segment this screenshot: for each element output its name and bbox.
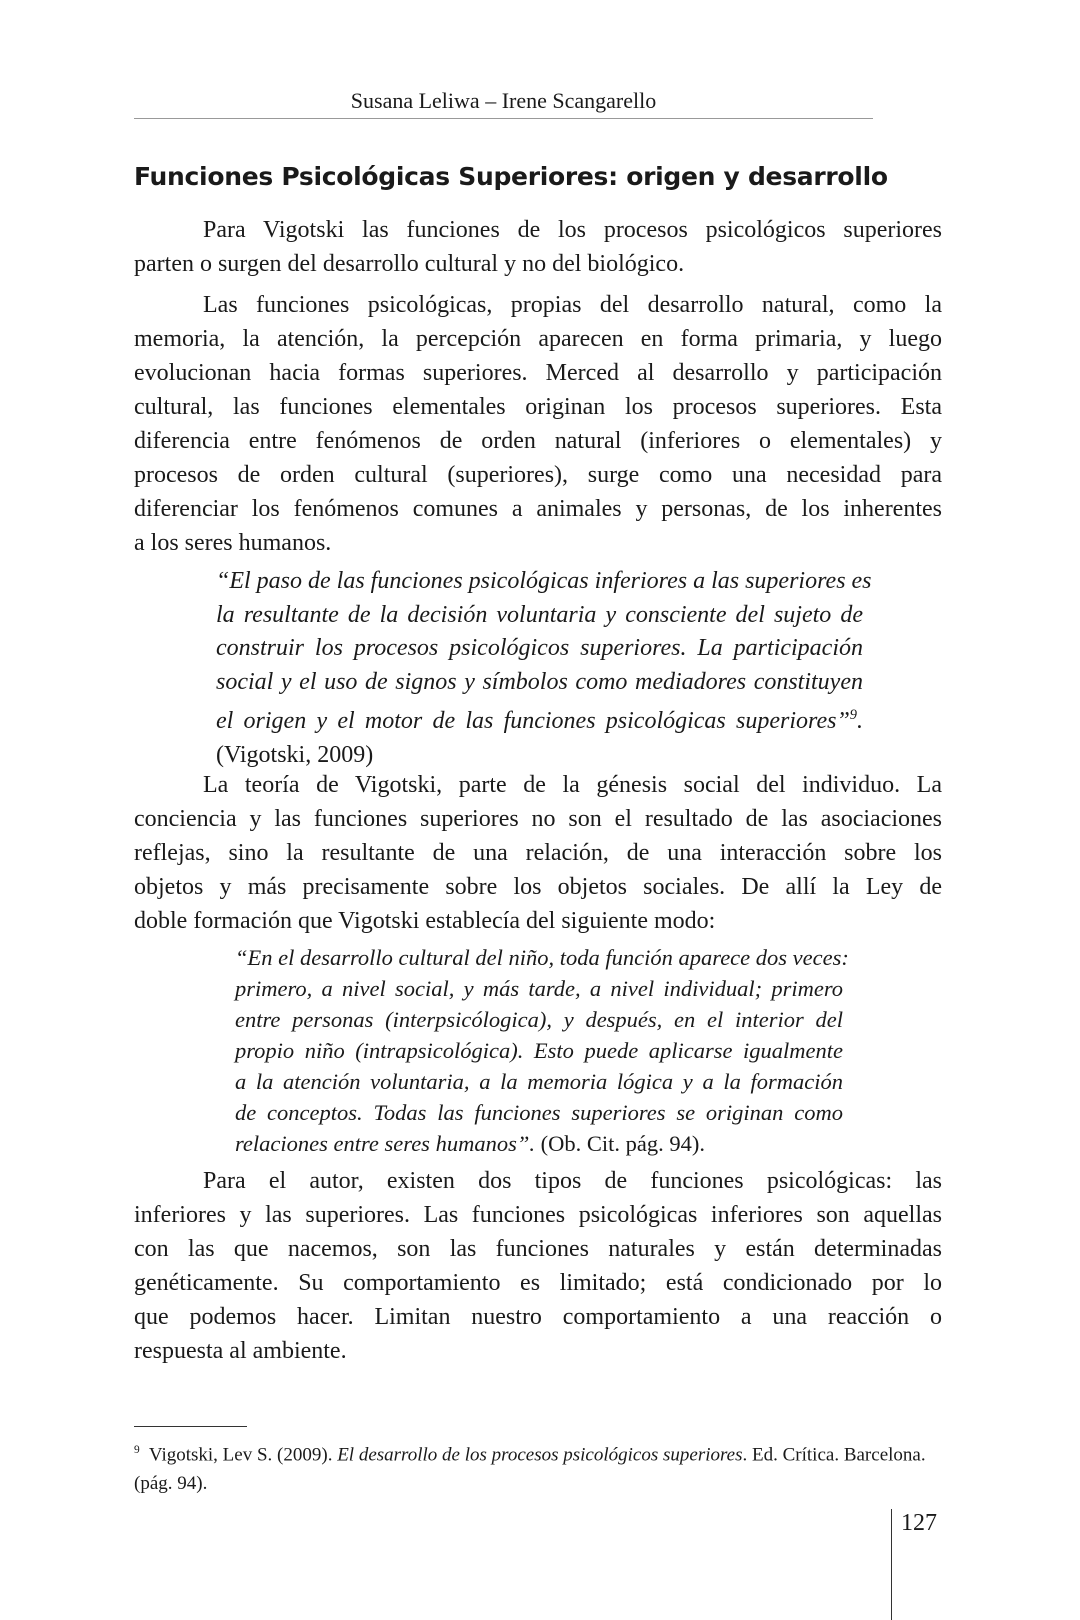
text-line: que podemos hacer. Limitan nuestro comportamiento a una reacción o [134,1304,942,1330]
paragraph-3 [134,768,942,938]
paragraph-4 [134,1164,942,1368]
text-line: Para Vigotski las funciones de los procesos psicológicos superiores [203,217,942,243]
footnote-line-2: (pág. 94). [134,1473,208,1495]
quote-line: social y el uso de signos y símbolos como mediadores constituyen [216,668,863,695]
text-line: respuesta al ambiente. [134,1338,347,1364]
text-line: diferenciar los fenómenos comunes a animales y personas, de los inherentes [134,496,942,522]
text-line: inferiores y las superiores. Las funciones psicológicas inferiores son aquellas [134,1202,942,1228]
footnote-publisher: . Ed. Crítica. Barcelona. [742,1444,926,1466]
quote-line: “El paso de las funciones psicológicas inferiores a las superiores es [216,568,872,594]
text-line: Para el autor, existen dos tipos de funciones psicológicas: las [203,1168,942,1194]
header-rule [134,118,873,119]
page-number: 127 [901,1510,937,1536]
paragraph-1 [134,213,942,281]
text-line: memoria, la atención, la percepción aparecen en forma primaria, y luego [134,326,942,352]
text-line: reflejas, sino la resultante de una relación, de una interacción sobre los [134,840,942,866]
quote-line: entre personas (interpsicólogica), y después, en el interior del [235,1007,843,1032]
block-quote-2 [235,942,849,1159]
text-line: diferencia entre fenómenos de orden natural (inferiores o elementales) y [134,428,942,454]
page-number-rule [891,1509,892,1620]
text-line: con las que nacemos, son las funciones naturales y están determinadas [134,1236,942,1262]
footnote-ref[interactable]: 9 [849,707,857,723]
text-line: evolucionan hacia formas superiores. Merced al desarrollo y participación [134,360,942,386]
footnote-number: 9 [134,1444,140,1456]
block-quote-1 [216,565,872,772]
quote-line-text: relaciones entre seres humanos”. [235,1131,535,1156]
quote-line [216,699,863,739]
text-line: La teoría de Vigotski, parte de la génesis social del individuo. La [203,772,942,798]
text-line: objetos y más precisamente sobre los objetos sociales. De allí la Ley de [134,874,942,900]
text-line: conciencia y las funciones superiores no son el resultado de las asociaciones [134,806,942,832]
quote-end: . [857,708,863,734]
running-header: Susana Leliwa – Irene Scangarello [350,88,657,113]
text-line: Las funciones psicológicas, propias del desarrollo natural, como la [203,292,942,318]
quote-line: de conceptos. Todas las funciones superiores se originan como [235,1100,843,1125]
footnote-book-title: El desarrollo de los procesos psicológicos superiores [337,1444,743,1466]
quote-line [235,1128,843,1159]
quote-citation: (Ob. Cit. pág. 94). [540,1131,705,1156]
text-line: genéticamente. Su comportamiento es limitado; está condicionado por lo [134,1270,942,1296]
quote-line: primero, a nivel social, y más tarde, a nivel individual; primero [235,976,843,1001]
quote-line: “En el desarrollo cultural del niño, toda función aparece dos veces: [235,945,849,970]
quote-line: a la atención voluntaria, a la memoria lógica y a la formación [235,1069,843,1094]
footnote [134,1436,942,1498]
footnote-author: Vigotski, Lev S. (2009). [148,1444,333,1466]
quote-line-text: el origen y el motor de las funciones psicológicas superiores” [216,708,850,734]
text-line: doble formación que Vigotski establecía del siguiente modo: [134,908,716,934]
footnote-line-1 [134,1436,942,1469]
footnote-rule [134,1426,247,1427]
quote-line: construir los procesos psicológicos superiores. La participación [216,635,863,661]
text-line: cultural, las funciones elementales originan los procesos superiores. Esta [134,394,942,420]
text-line: procesos de orden cultural (superiores), surge como una necesidad para [134,462,942,488]
section-title: Funciones Psicológicas Superiores: origen y desarrollo [134,162,888,191]
quote-citation: (Vigotski, 2009) [216,741,374,768]
paragraph-2 [134,288,942,560]
text-line: a los seres humanos. [134,530,332,556]
quote-line: propio niño (intrapsicológica). Esto puede aplicarse igualmente [235,1038,843,1063]
quote-line: la resultante de la decisión voluntaria y consciente del sujeto de [216,601,863,628]
text-line: parten o surgen del desarrollo cultural y no del biológico. [134,251,685,277]
